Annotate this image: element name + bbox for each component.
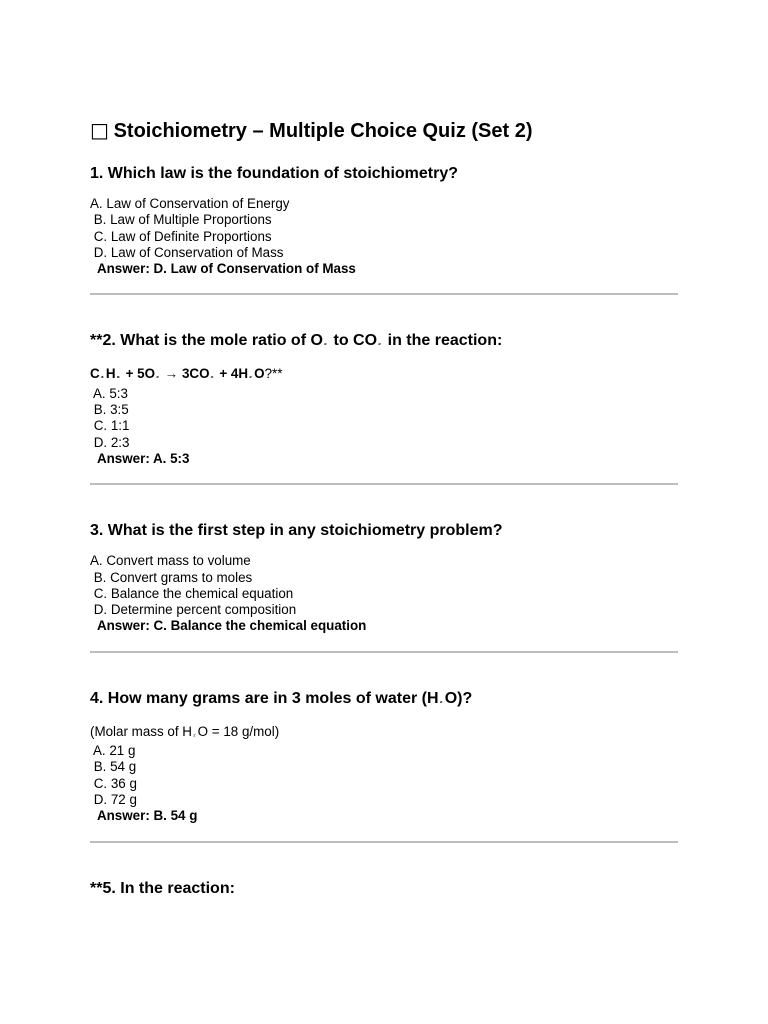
question-5: [90, 878, 678, 900]
question-1-options: [90, 196, 678, 277]
question-1-answer: Answer: D. Law of Conservation of Mass: [90, 261, 356, 277]
question-1: [90, 163, 678, 277]
question-5-heading: **5. In the reaction:: [90, 879, 235, 897]
subscript: ₂: [378, 340, 382, 348]
divider: [90, 841, 678, 843]
equation-part: → 3CO: [161, 366, 210, 382]
question-3-option-c: C. Balance the chemical equation: [90, 585, 294, 601]
question-1-option-d: D. Law of Conservation of Mass: [90, 244, 284, 260]
question-1-option-c: C. Law of Definite Proportions: [90, 228, 272, 244]
equation-part: + 5O: [121, 366, 155, 382]
question-4-heading-part: O)?: [444, 689, 473, 707]
equation-part: ?**: [264, 366, 283, 382]
question-2-option-a: A. 5:3: [90, 385, 128, 401]
question-2-option-b: B. 3:5: [90, 402, 129, 418]
subscript: ₈: [116, 373, 120, 381]
note-part: (Molar mass of H: [90, 723, 192, 739]
question-4-option-d: D. 72 g: [90, 791, 137, 807]
subscript: ₃: [100, 373, 104, 381]
missing-glyph-icon: □: [90, 118, 109, 142]
note-part: O = 18 g/mol): [197, 723, 280, 739]
subscript: ₂: [249, 373, 253, 381]
equation-part: + 4H: [215, 366, 249, 382]
question-2-options: [90, 366, 678, 467]
subscript: ₂: [192, 730, 196, 738]
question-3-option-a: A. Convert mass to volume: [90, 553, 251, 569]
question-4-answer: Answer: B. 54 g: [90, 808, 198, 824]
question-4-option-c: C. 36 g: [90, 775, 137, 791]
question-3-option-d: D. Determine percent composition: [90, 602, 297, 618]
subscript: ₂: [156, 373, 160, 381]
question-4-options: [90, 724, 678, 825]
question-1-heading: 1. Which law is the foundation of stoichiometry?: [90, 165, 459, 182]
question-1-option-b: B. Law of Multiple Proportions: [90, 212, 272, 228]
question-3-options: [90, 553, 678, 634]
question-2: [90, 330, 678, 467]
subscript: ₂: [210, 373, 214, 381]
question-2-heading-part: **2. What is the mole ratio of O: [90, 332, 323, 350]
question-2-option-c: C. 1:1: [90, 418, 130, 434]
subscript: ₂: [439, 697, 443, 705]
equation-part: O: [254, 366, 265, 382]
page-title-text: Stoichiometry – Multiple Choice Quiz (Set 2): [113, 120, 533, 142]
question-2-heading-part: in the reaction:: [383, 332, 503, 350]
question-4-option-a: A. 21 g: [90, 743, 136, 759]
question-2-answer: Answer: A. 5:3: [90, 450, 190, 466]
question-2-heading-part: to CO: [329, 332, 378, 350]
divider: [90, 483, 678, 485]
divider: [90, 293, 678, 295]
question-4-note: [90, 724, 678, 743]
equation-part: C: [90, 366, 100, 382]
question-3-option-b: B. Convert grams to moles: [90, 569, 253, 585]
page-title: [90, 116, 678, 145]
question-4-heading: [90, 688, 678, 713]
quiz-document: [90, 116, 678, 900]
question-2-equation: [90, 366, 678, 385]
equation-part: H: [105, 366, 116, 382]
question-3-answer: Answer: C. Balance the chemical equation: [90, 618, 367, 634]
question-2-option-d: D. 2:3: [90, 434, 130, 450]
question-2-heading: [90, 330, 678, 355]
question-4: [90, 688, 678, 825]
question-4-heading-part: 4. How many grams are in 3 moles of water (H: [90, 689, 439, 707]
question-3-heading: 3. What is the first step in any stoichiometry problem?: [90, 522, 503, 540]
divider: [90, 651, 678, 653]
question-3: [90, 520, 678, 634]
subscript: ₂: [323, 340, 328, 348]
question-1-option-a: A. Law of Conservation of Energy: [90, 196, 290, 211]
question-4-option-b: B. 54 g: [90, 759, 137, 775]
